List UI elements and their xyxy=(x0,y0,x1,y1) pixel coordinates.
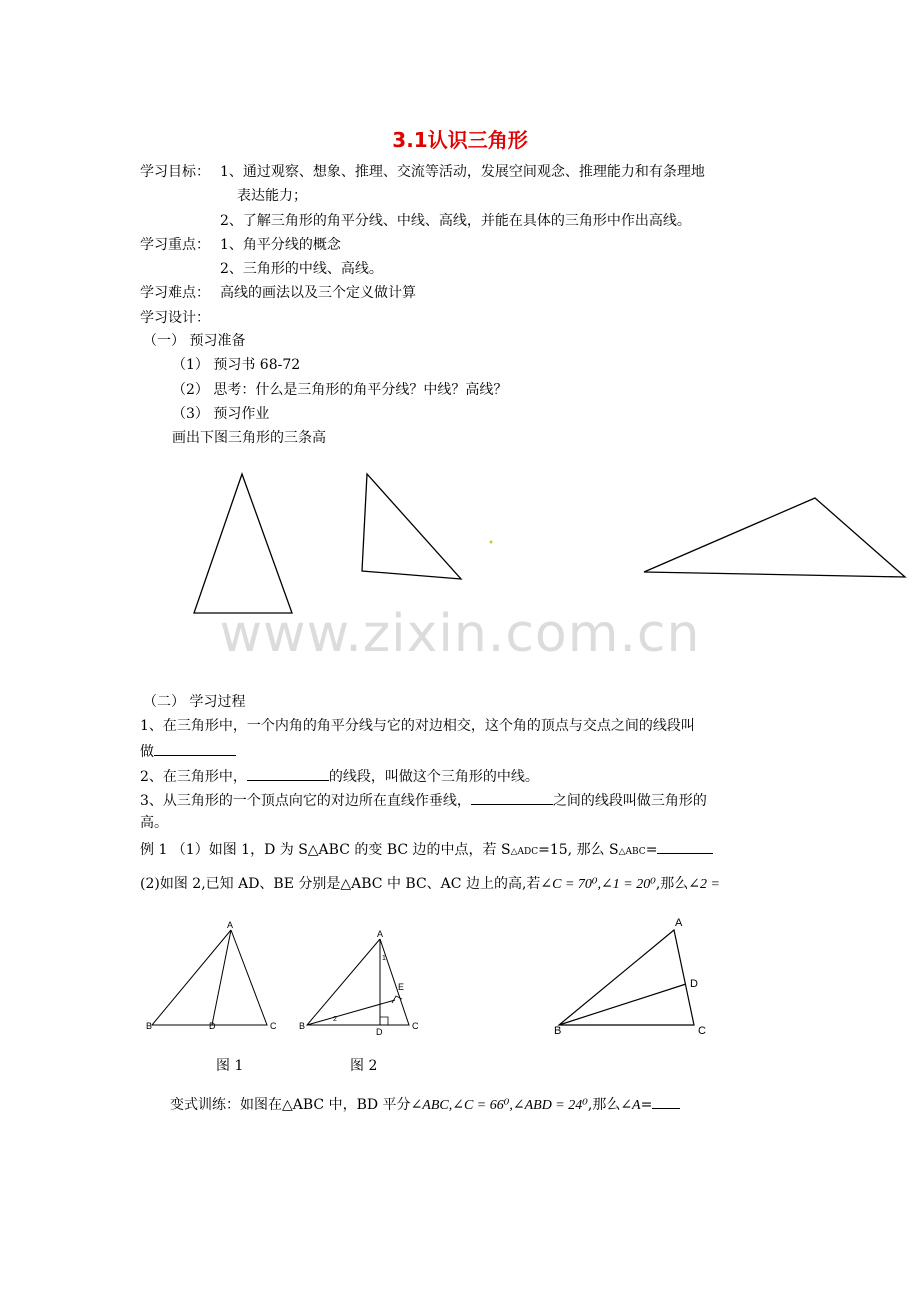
para-2-text-a: 2、在三角形中， xyxy=(140,769,247,785)
goal-item-1: 1、通过观察、想象、推理、交流等活动，发展空间观念、推理能力和有条理地 xyxy=(220,164,705,180)
example-2-math: ∠C = 70⁰,∠1 = 20⁰ xyxy=(540,877,656,892)
difficulty-label: 学习难点： xyxy=(140,285,210,301)
prep-task: 画出下图三角形的三条高 xyxy=(172,430,326,446)
exercise-math-2: ∠A xyxy=(620,1098,641,1113)
page-title: 3.1认识三角形 xyxy=(392,128,528,152)
answer-blank-5[interactable] xyxy=(652,1094,680,1109)
example-1-text-b: =15, xyxy=(538,842,577,858)
fig1-label-c: C xyxy=(270,1021,277,1031)
answer-blank-4[interactable] xyxy=(657,839,713,854)
fig2-label-2: 2 xyxy=(333,1016,337,1023)
para-3-text-b: 之间的线段叫做三角形的 xyxy=(552,793,707,809)
fig2-label-b: B xyxy=(299,1021,306,1031)
prep-item-3: （3） 预习作业 xyxy=(172,406,270,422)
para-1-line-2 xyxy=(140,741,236,761)
fig2-label-c: C xyxy=(412,1021,419,1031)
fig1-label-d: D xyxy=(209,1021,216,1031)
fig1-label-a: A xyxy=(227,920,234,930)
caption-fig2: 图 2 xyxy=(350,1058,378,1074)
para-1-line-1: 1、在三角形中，一个内角的角平分线与它的对边相交，这个角的顶点与交点之间的线段叫 xyxy=(140,718,695,734)
watermark: www.zixin.com.cn xyxy=(219,604,701,664)
triangle-3 xyxy=(644,498,905,577)
fig3-label-d: D xyxy=(690,978,698,990)
exercise-math: ∠ABC,∠C = 66⁰,∠ABD = 24⁰ xyxy=(410,1098,588,1113)
example-1-sub-2: △ABC xyxy=(618,847,646,857)
exercise-text-a: 变式训练：如图在△ABC 中，BD 平分 xyxy=(170,1097,411,1113)
figure-2 xyxy=(307,939,409,1025)
prep-item-1: （1） 预习书 68-72 xyxy=(172,357,301,373)
goal-item-2: 2、了解三角形的角平分线、中线、高线，并能在具体的三角形中作出高线。 xyxy=(220,213,691,229)
caption-fig1: 图 1 xyxy=(216,1058,244,1074)
stray-dot xyxy=(490,541,493,544)
para-3-text-a: 3、从三角形的一个顶点向它的对边所在直线作垂线， xyxy=(140,793,471,809)
section2-heading: （二） 学习过程 xyxy=(143,694,246,710)
fig3-label-c: C xyxy=(698,1025,706,1037)
fig2-label-1: 1 xyxy=(382,955,386,962)
example-2 xyxy=(140,875,720,894)
section1-heading: （一） 预习准备 xyxy=(143,333,246,349)
fig2-label-d: D xyxy=(376,1027,383,1037)
answer-blank-1[interactable] xyxy=(154,741,236,756)
answer-blank-2[interactable] xyxy=(247,766,329,781)
example-2-text-end: ,那么 xyxy=(655,876,689,892)
triangle-2 xyxy=(362,474,461,579)
exercise xyxy=(170,1094,680,1115)
triangle-1 xyxy=(194,474,292,613)
example-1-text-d: = xyxy=(645,842,658,858)
goals-label: 学习目标： xyxy=(140,164,210,180)
figure-3 xyxy=(559,930,694,1025)
design-label: 学习设计： xyxy=(140,310,210,326)
example-2-math-2: ∠2 = xyxy=(688,877,720,892)
fig1-label-b: B xyxy=(146,1021,153,1031)
para-1-text: 做 xyxy=(140,744,154,760)
fig3-label-b: B xyxy=(554,1025,562,1037)
exercise-text-c: = xyxy=(640,1097,653,1113)
example-1-sub-1: △ADC xyxy=(510,847,539,857)
fig3-label-a: A xyxy=(675,917,683,929)
fig2-label-a: A xyxy=(377,929,384,939)
example-1-text-a: 例 1 （1）如图 1，D 为 S△ABC 的变 BC 边的中点，若 S xyxy=(140,842,511,858)
para-2-text-b: 的线段，叫做这个三角形的中线。 xyxy=(328,769,539,785)
focus-item-1: 1、角平分线的概念 xyxy=(220,237,341,253)
difficulty-text: 高线的画法以及三个定义做计算 xyxy=(220,285,416,301)
figure-1 xyxy=(152,930,267,1025)
focus-label: 学习重点： xyxy=(140,237,210,253)
answer-blank-3[interactable] xyxy=(471,790,553,805)
para-3-line-2: 高。 xyxy=(140,815,168,831)
example-2-text: (2)如图 2,已知 AD、BE 分别是△ABC 中 BC、AC 边上的高,若 xyxy=(140,876,541,892)
example-1 xyxy=(140,839,713,861)
focus-item-2: 2、三角形的中线、高线。 xyxy=(220,261,383,277)
goal-item-1-cont: 表达能力； xyxy=(237,188,307,204)
para-3 xyxy=(140,790,707,810)
exercise-text-b: ,那么 xyxy=(587,1097,621,1113)
fig2-label-e: E xyxy=(398,982,405,992)
example-1-text-c: 那么 S xyxy=(576,842,619,858)
prep-item-2: （2） 思考：什么是三角形的角平分线？中线？高线？ xyxy=(172,382,508,398)
para-2 xyxy=(140,766,539,786)
